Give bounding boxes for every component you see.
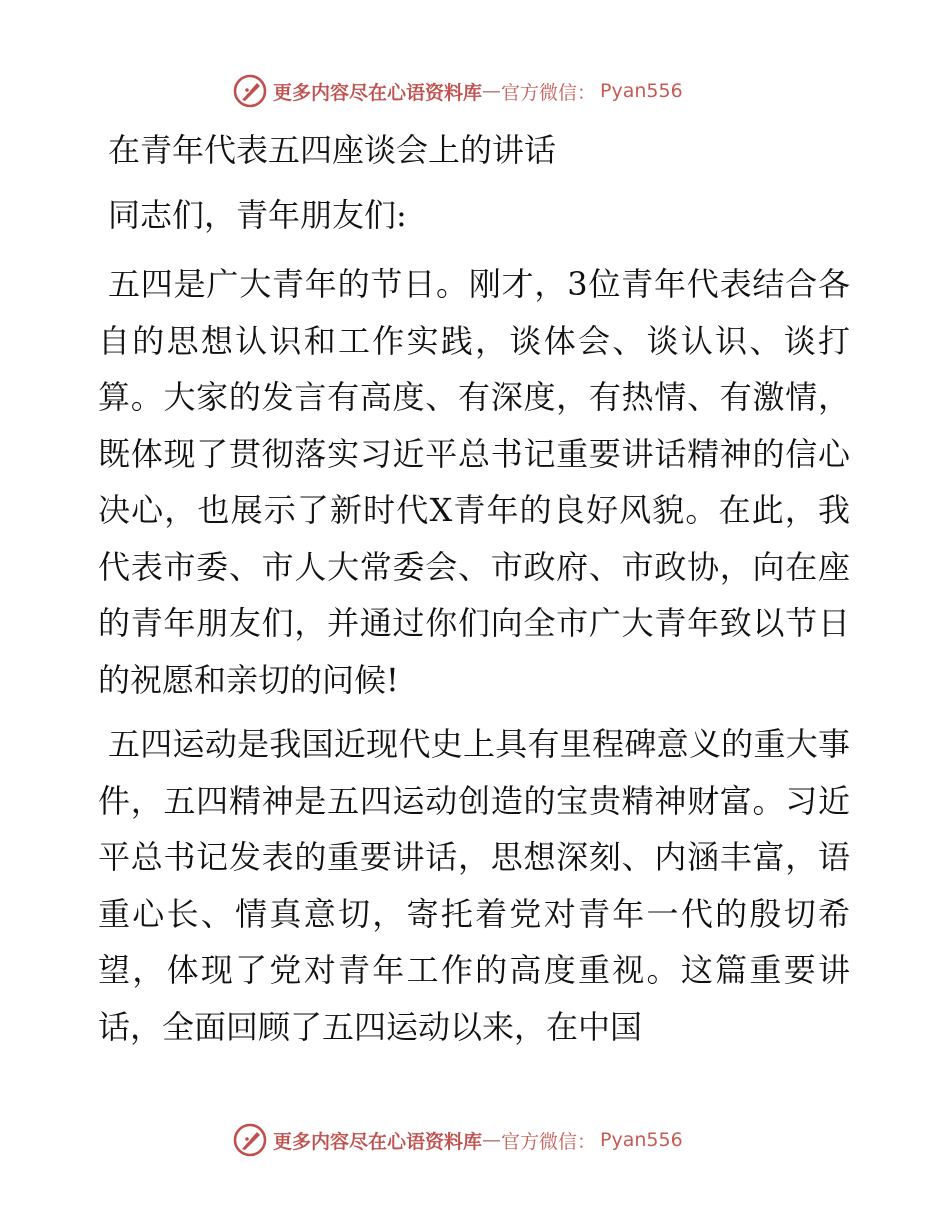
salutation: 同志们，青年朋友们: [108,195,407,234]
quill-logo-icon [233,74,267,108]
watermark-sub-text: 官方微信： [501,1130,597,1153]
watermark-dash: — [482,80,502,102]
watermark-wechat-id: Pyan556 [600,1129,683,1151]
watermark-main-text: 更多内容尽在心语资料库 [273,1130,483,1153]
paragraph-2: 五四运动是我国近现代史上具有里程碑意义的重大事件，五四精神是五四运动创造的宝贵精神财富。习近平总书记发表的重要讲话，思想深刻、内涵丰富，语重心长、情真意切，寄托着党对青年一代的殷切希望，体现了党对青年工作的高度重视。这篇重要讲话，全面回顾了五四运动以来，在中国 [98,725,850,1046]
document-body [98,122,850,1055]
footer-watermark [233,1121,683,1159]
header-watermark [233,72,683,110]
document-title: 在青年代表五四座谈会上的讲话 [108,131,557,169]
watermark-sub-text: 官方微信： [501,81,597,104]
paragraph-1: 五四是广大青年的节日。刚才，3位青年代表结合各自的思想认识和工作实践，谈体会、谈认识、谈打算。大家的发言有高度、有深度，有热情、有激情，既体现了贯彻落实习近平总书记重要讲话精神的信心决心，也展示了新时代X青年的良好风貌。在此，我代表市委、市人大常委会、市政府、市政协，向在座的青年朋友们，并通过你们向全市广大青年致以节日的祝愿和亲切的问候! [98,265,850,699]
watermark-dash: — [482,1129,502,1151]
watermark-wechat-id: Pyan556 [600,80,683,102]
quill-logo-icon [233,1123,267,1157]
watermark-main-text: 更多内容尽在心语资料库 [273,81,483,104]
